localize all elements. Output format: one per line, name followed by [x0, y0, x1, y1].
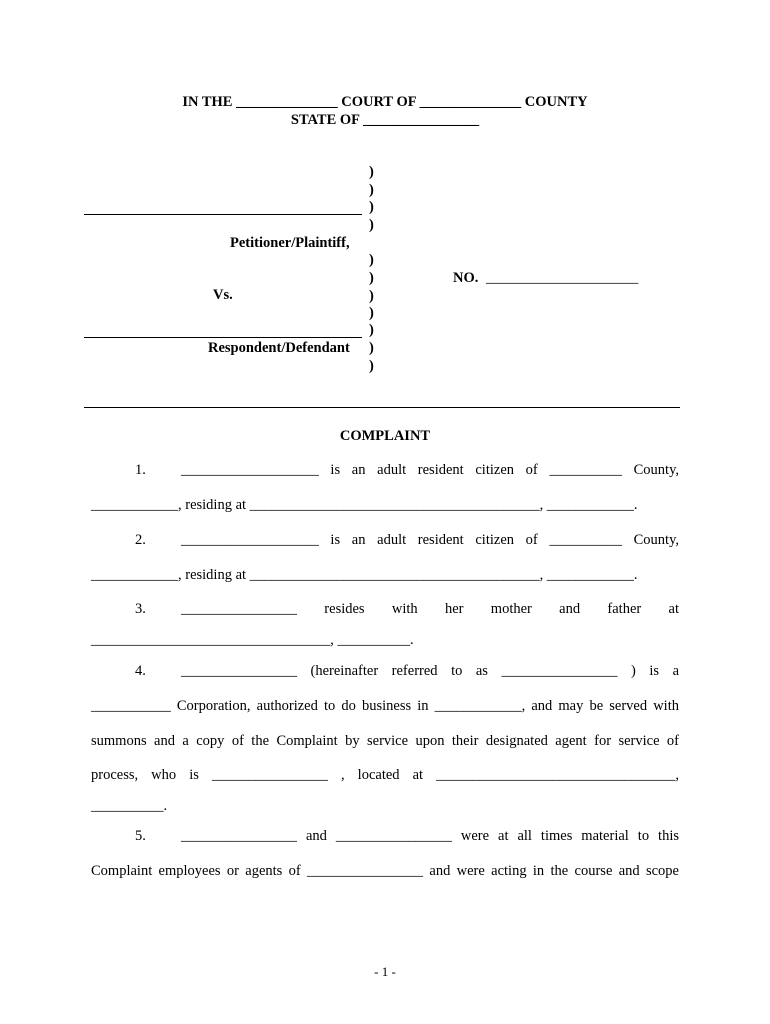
paragraph-line: ________________ and ________________ were at all times material to this — [181, 828, 679, 844]
court-header-line1: IN THE ______________ COURT OF ______________ COUNTY — [182, 94, 588, 110]
paragraph-line: process, who is ________________ , located at _________________________________, — [91, 767, 679, 783]
court-header-line2: STATE OF ________________ — [290, 112, 480, 128]
caption-paren: ) — [369, 358, 374, 374]
caption-paren: ) — [369, 340, 374, 356]
petitioner-label: Petitioner/Plaintiff, — [230, 235, 350, 251]
caption-paren: ) — [369, 164, 374, 180]
paragraph-line: summons and a copy of the Complaint by service upon their designated agent for service of — [91, 733, 679, 749]
paragraph-number: 2. — [135, 532, 146, 548]
respondent-label: Respondent/Defendant — [208, 340, 350, 356]
petitioner-name-line — [84, 214, 362, 215]
case-number-label: NO. — [453, 270, 479, 286]
paragraph-line: ________________ (hereinafter referred to as ________________ ) is a — [181, 663, 679, 679]
paragraph-line: ____________, residing at ________________________________________, ____________. — [91, 567, 638, 583]
paragraph-line: _________________________________, __________. — [91, 632, 414, 648]
caption-paren: ) — [369, 199, 374, 215]
paragraph-line: ___________________ is an adult resident citizen of __________ County, — [181, 532, 679, 548]
paragraph-line: __________. — [91, 798, 168, 814]
document-title: COMPLAINT — [339, 428, 431, 444]
paragraph-number: 5. — [135, 828, 146, 844]
paragraph-number: 3. — [135, 601, 146, 617]
caption-paren: ) — [369, 217, 374, 233]
respondent-name-line — [84, 337, 362, 338]
caption-paren: ) — [369, 270, 374, 286]
caption-paren: ) — [369, 305, 374, 321]
paragraph-line: ___________________ is an adult resident citizen of __________ County, — [181, 462, 679, 478]
paragraph-number: 4. — [135, 663, 146, 679]
paragraph-line: ___________ Corporation, authorized to do business in ____________, and may be served with — [91, 698, 679, 714]
page-number: - 1 - — [374, 964, 396, 979]
caption-paren: ) — [369, 252, 374, 268]
paragraph-line: Complaint employees or agents of ________________ and were acting in the course and scope — [91, 863, 679, 879]
caption-divider — [84, 407, 680, 408]
versus-label: Vs. — [213, 287, 233, 303]
paragraph-line: ____________, residing at ________________________________________, ____________. — [91, 497, 638, 513]
caption-paren: ) — [369, 288, 374, 304]
paragraph-number: 1. — [135, 462, 146, 478]
caption-paren: ) — [369, 322, 374, 338]
caption-paren: ) — [369, 182, 374, 198]
case-number-blank: _____________________ — [486, 270, 639, 286]
paragraph-line: ________________ resides with her mother and father at — [181, 601, 679, 617]
